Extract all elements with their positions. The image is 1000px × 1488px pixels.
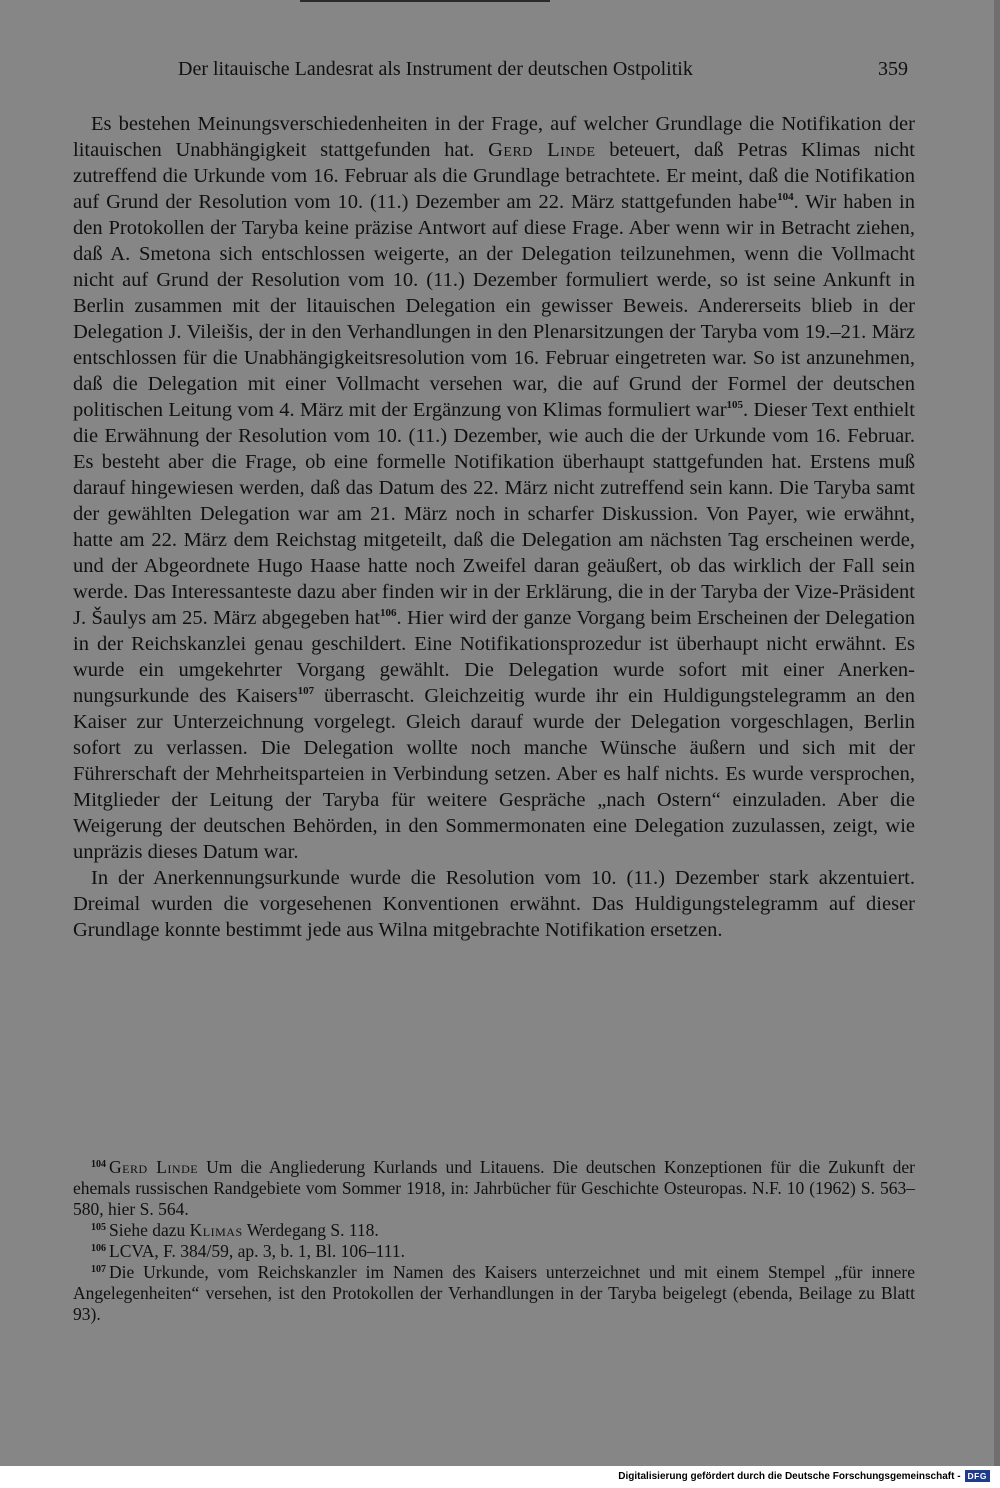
paragraph-1-text-4: . Dieser Text enthielt die Erwähnung der Resolution vom 10. (11.) Dezember, wie auch die der Urkunde vom 16. Februar. Es besteht aber die Frage, ob eine formelle Notifikation überhaupt stattgefunden hat. Erstens muß darauf hingewiesen werden, daß das Datum des 22. März nicht zutreffend sein kann. Die Taryba samt der gewählten Delegation war am 21. März noch in scharfer Diskussion. Von Payer, wie erwähnt, hatte am 22. März dem Reichstag mitgeteilt, daß die Delegation am nächsten Tag erscheinen werde, und der Abgeordnete Hugo Haase hatte noch Zweifel daran geäußert, ob das wirklich der Fall sein werde. Das Interessanteste dazu aber finden wir in der Erklärung, die in der Taryba der Vize-Präsident J. Šaulys am 25. März abgegeben hat <box>73 399 915 629</box>
paragraph-1 <box>73 111 915 865</box>
footnote-106 <box>73 1241 915 1262</box>
footnote-ref-104: 104 <box>777 191 794 203</box>
body-text <box>73 111 915 943</box>
footnote-104 <box>73 1157 915 1220</box>
footnote-text: LCVA, F. 384/59, ap. 3, b. 1, Bl. 106–111. <box>109 1241 405 1261</box>
footnote-text: Werdegang S. 118. <box>242 1220 379 1240</box>
credit-text: Digitalisierung gefördert durch die Deutsche Forschungsgemeinschaft - <box>618 1470 961 1482</box>
footnote-number: 105 <box>91 1222 106 1233</box>
paragraph-1-text-6: überrascht. Gleichzeitig wurde ihr ein Huldigungstelegramm an den Kaiser zur Unterzeichnung vorgelegt. Gleich darauf wurde der Delegation vorgeschlagen, Berlin sofort zu verlassen. Die Delegation wollte noch manche Wünsche äußern und sich mit der Führerschaft der Mehrheitsparteien in Verbindung setzen. Aber es half nichts. Es wurde versprochen, Mitglieder der Leitung der Taryba für weitere Gespräche „nach Ostern“ einzuladen. Aber die Weigerung der deutschen Behörden, in den Sommermonaten eine Delegation zuzulassen, zeigt, wie unpräzis dieses Datum war. <box>73 685 915 863</box>
footnotes <box>73 1157 915 1325</box>
paragraph-1-text-5: . Hier wird der ganze Vorgang beim Erscheinen der Delegation in der Reichskanzlei genau geschildert. Eine Notifikationsprozedur ist überhaupt nicht erwähnt. Es wurde ein umgekehrter Vorgang gewählt. Die Delegation wurde sofort mit einer Anerkennungsurkunde des Kaisers <box>73 607 915 707</box>
footnote-author: Klimas <box>189 1220 243 1240</box>
footnote-ref-107: 107 <box>297 685 315 697</box>
paragraph-2: In der Anerkennungsurkunde wurde die Resolution vom 10. (11.) Dezember stark akzentuiert. Dreimal wurden die vorgesehenen Konventionen erwähnt. Das Huldigungstelegramm auf dieser Grundlage konnte bestimmt jede aus Wilna mitgebrachte Notifikation ersetzen. <box>73 867 915 941</box>
footnote-107 <box>73 1262 915 1325</box>
footnote-text: Um die Angliederung Kurlands und Litauens. Die deutschen Konzeptionen für die Zukunft der ehemals russischen Randgebiete vom Sommer 1918, in: Jahrbücher für Geschichte Osteuropas. N.F. 10 (1962) S. 563–580, hier S. 564. <box>73 1157 915 1219</box>
footnote-text: Die Urkunde, vom Reichskanzler im Namen des Kaisers unterzeichnet und mit einem Stempel „für innere Angelegenheiten“ versehen, ist den Protokollen der Verhandlungen in der Taryba beigelegt (ebenda, Beilage zu Blatt 93). <box>73 1262 915 1324</box>
footnote-ref-105: 105 <box>726 399 744 411</box>
running-head <box>178 54 908 84</box>
dfg-logo: DFG <box>965 1470 990 1482</box>
scan-edge-shadow <box>300 0 550 2</box>
running-title: Der litauische Landesrat als Instrument der deutschen Ostpolitik <box>178 58 693 80</box>
footnote-author: Gerd Linde <box>109 1157 199 1177</box>
page-number: 359 <box>878 58 908 80</box>
paragraph-1-text-3: . Wir haben in den Protokollen der Taryba keine präzise Antwort auf diese Frage. Aber wenn wir in Betracht ziehen, daß A. Smetona sich entschlossen weigerte, an der Delegation teilzunehmen, wenn die Vollmacht nicht auf Grund der Resolution vom 10. (11.) Dezember formuliert werde, so ist seine Ankunft in Berlin zusammen mit der litauischen Delegation ein gewisser Beweis. Andererseits blieb in der Delegation J. Vileišis, der in den Verhandlungen in den Plenarsitzungen der Taryba vom 19.–21. März entschlossen für die Unabhängigkeitsresolution vom 16. Februar eingetreten war. So ist anzunehmen, daß die Delegation mit einer Vollmacht versehen war, die auf Grund der Formel der deutschen politischen Leitung vom 4. März mit der Ergänzung von Klimas formuliert war <box>73 191 915 421</box>
paragraph-1-text-1: Es bestehen Meinungsverschiedenheiten in der Frage, auf welcher Grundlage die Notifikation der litauischen Unabhängigkeit stattgefunden hat. <box>73 113 915 161</box>
footnote-ref-106: 106 <box>379 607 397 619</box>
paragraph-1-text-2: beteuert, daß Petras Klimas nicht zutreffend die Urkunde vom 16. Februar als die Grundlage betrachtete. Er meint, daß die Notifikation auf Grund der Resolution vom 10. (11.) Dezember am 22. März stattgefunden habe <box>73 139 916 213</box>
scan-edge-right <box>994 0 1000 1466</box>
author-name: Gerd Linde <box>488 139 596 161</box>
digitization-credit <box>618 1469 990 1483</box>
footnote-number: 107 <box>91 1264 106 1275</box>
footnote-number: 106 <box>91 1243 106 1254</box>
footnote-105 <box>73 1220 915 1241</box>
footnote-number: 104 <box>91 1159 106 1170</box>
footnote-prefix: Siehe dazu <box>109 1220 190 1240</box>
